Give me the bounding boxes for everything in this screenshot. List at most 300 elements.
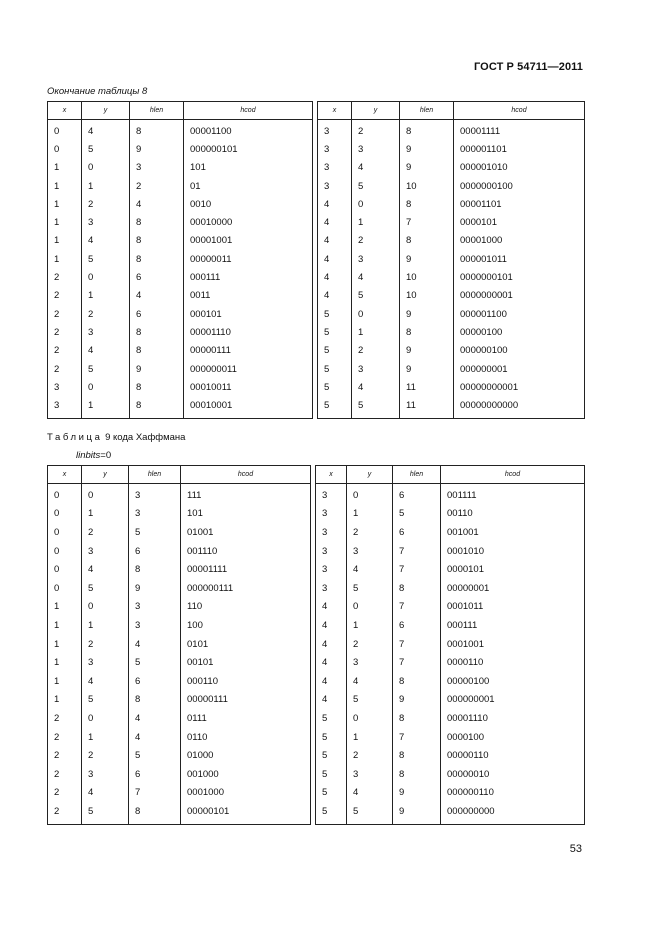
cell-hlen: 9: [129, 579, 181, 598]
cell-hcod: 00001001: [184, 232, 313, 250]
cell-y: 5: [352, 287, 400, 305]
cell-hcod: 0001001: [441, 635, 585, 654]
cell-hcod: 00000110: [441, 746, 585, 765]
cell-x: 2: [48, 765, 82, 784]
cell-x: 1: [48, 250, 82, 268]
cell-hlen: 8: [130, 250, 184, 268]
cell-y: 1: [82, 505, 129, 524]
cell-hlen: 9: [130, 360, 184, 378]
cell-hlen: 8: [400, 195, 454, 213]
cell-hcod: 00001110: [441, 709, 585, 728]
cell-x: 0: [48, 505, 82, 524]
cell-x: 2: [48, 709, 82, 728]
cell-x: 1: [48, 232, 82, 250]
cell-hlen: 6: [130, 268, 184, 286]
linbits-note: [76, 450, 111, 461]
cell-hlen: 6: [393, 523, 441, 542]
cell-y: 2: [82, 635, 129, 654]
cell-y: 3: [347, 653, 393, 672]
cell-hcod: 111: [181, 484, 311, 505]
cell-hlen: 9: [400, 342, 454, 360]
cell-y: 2: [352, 232, 400, 250]
cell-hlen: 3: [129, 505, 181, 524]
cell-y: 0: [347, 598, 393, 617]
cell-y: 1: [82, 396, 130, 418]
cell-hlen: 8: [400, 323, 454, 341]
cell-x: 1: [48, 672, 82, 691]
cell-hlen: 8: [129, 560, 181, 579]
cell-x: 4: [316, 616, 347, 635]
cell-hcod: 00000011: [184, 250, 313, 268]
cell-hlen: 6: [129, 672, 181, 691]
cell-y: 2: [352, 120, 400, 141]
cell-x: 3: [48, 396, 82, 418]
cell-hcod: 00010001: [184, 396, 313, 418]
cell-y: 2: [82, 305, 130, 323]
cell-hlen: 9: [400, 360, 454, 378]
table-row: [48, 323, 585, 341]
cell-hcod: 0001010: [441, 542, 585, 561]
cell-hlen: 8: [393, 579, 441, 598]
table-row: [48, 195, 585, 213]
cell-x: 4: [318, 213, 352, 231]
cell-hcod: 0001000: [181, 784, 311, 803]
cell-hcod: 000000000: [441, 802, 585, 824]
linbits-label: linbits: [76, 450, 101, 461]
cell-y: 4: [82, 672, 129, 691]
cell-hcod: 00000000001: [454, 378, 585, 396]
cell-hcod: 00000010: [441, 765, 585, 784]
cell-hcod: 00000100: [454, 323, 585, 341]
cell-hlen: 3: [129, 598, 181, 617]
cell-x: 1: [48, 177, 82, 195]
cell-hlen: 10: [400, 177, 454, 195]
cell-hlen: 7: [393, 598, 441, 617]
table-row: [48, 784, 585, 803]
cell-y: 3: [347, 765, 393, 784]
cell-hlen: 8: [393, 709, 441, 728]
cell-hcod: 000001010: [454, 159, 585, 177]
cell-y: 5: [82, 250, 130, 268]
cell-hcod: 000001011: [454, 250, 585, 268]
cell-hcod: 00000000000: [454, 396, 585, 418]
table-row: [48, 396, 585, 418]
cell-hlen: 8: [130, 213, 184, 231]
table-row: [48, 268, 585, 286]
cell-y: 2: [82, 195, 130, 213]
cell-y: 4: [82, 232, 130, 250]
cell-x: 2: [48, 342, 82, 360]
cell-hlen: 10: [400, 268, 454, 286]
cell-hlen: 8: [130, 378, 184, 396]
cell-hcod: 001110: [181, 542, 311, 561]
huffman-table-9: [47, 465, 585, 825]
cell-hcod: 0011: [184, 287, 313, 305]
cell-y: 4: [82, 120, 130, 141]
cell-y: 3: [347, 542, 393, 561]
cell-y: 3: [352, 360, 400, 378]
cell-x: 3: [316, 523, 347, 542]
cell-hcod: 0000101: [441, 560, 585, 579]
cell-x: 4: [318, 250, 352, 268]
cell-hcod: 00001101: [454, 195, 585, 213]
table-row: [48, 598, 585, 617]
cell-hlen: 6: [129, 765, 181, 784]
cell-hlen: 9: [130, 140, 184, 158]
cell-x: 1: [48, 159, 82, 177]
cell-y: 0: [352, 195, 400, 213]
cell-y: 3: [352, 140, 400, 158]
cell-hlen: 7: [129, 784, 181, 803]
table-row: [48, 728, 585, 747]
column-header-hcod: hcod: [441, 466, 585, 484]
cell-hlen: 5: [129, 653, 181, 672]
cell-hlen: 3: [129, 484, 181, 505]
cell-x: 5: [318, 360, 352, 378]
cell-y: 4: [352, 159, 400, 177]
cell-x: 5: [316, 765, 347, 784]
cell-x: 3: [318, 120, 352, 141]
cell-hlen: 8: [130, 232, 184, 250]
column-header-x: x: [318, 102, 352, 120]
huffman-table-8: [47, 101, 585, 419]
cell-y: 3: [82, 213, 130, 231]
cell-hlen: 5: [129, 523, 181, 542]
cell-x: 5: [316, 784, 347, 803]
table-row: [48, 360, 585, 378]
table9-caption-label: Таблица: [47, 432, 103, 443]
cell-hlen: 11: [400, 396, 454, 418]
column-header-hlen: hlen: [400, 102, 454, 120]
column-header-y: y: [82, 466, 129, 484]
cell-x: 1: [48, 616, 82, 635]
cell-x: 3: [318, 159, 352, 177]
cell-y: 0: [352, 305, 400, 323]
cell-y: 0: [82, 484, 129, 505]
cell-x: 0: [48, 484, 82, 505]
cell-y: 1: [352, 213, 400, 231]
cell-hcod: 000000110: [441, 784, 585, 803]
cell-y: 4: [82, 784, 129, 803]
table-row: [48, 140, 585, 158]
cell-x: 5: [316, 709, 347, 728]
table9-caption: [47, 432, 185, 443]
table-row: [48, 672, 585, 691]
cell-y: 4: [352, 378, 400, 396]
cell-y: 5: [347, 579, 393, 598]
table9-caption-title: 9 кода Хаффмана: [102, 432, 186, 443]
cell-hcod: 00000101: [181, 802, 311, 824]
cell-hcod: 0111: [181, 709, 311, 728]
table-row: [48, 653, 585, 672]
cell-hcod: 00000111: [181, 691, 311, 710]
cell-x: 2: [48, 784, 82, 803]
table-row: [48, 120, 585, 141]
cell-hlen: 9: [400, 250, 454, 268]
table-row: [48, 691, 585, 710]
table-row: [48, 709, 585, 728]
cell-y: 0: [82, 598, 129, 617]
cell-x: 0: [48, 523, 82, 542]
cell-x: 2: [48, 268, 82, 286]
cell-hcod: 0000000001: [454, 287, 585, 305]
cell-x: 2: [48, 746, 82, 765]
cell-hlen: 7: [393, 560, 441, 579]
cell-hcod: 001000: [181, 765, 311, 784]
cell-x: 5: [318, 378, 352, 396]
document-standard-id: ГОСТ Р 54711—2011: [473, 61, 583, 73]
table-row: [48, 232, 585, 250]
cell-hlen: 7: [393, 635, 441, 654]
cell-hlen: 2: [130, 177, 184, 195]
cell-hcod: 000110: [181, 672, 311, 691]
page-number: 53: [569, 843, 582, 855]
cell-x: 1: [48, 598, 82, 617]
cell-y: 5: [352, 177, 400, 195]
cell-hlen: 4: [129, 635, 181, 654]
table-row: [48, 635, 585, 654]
table-header-row: [48, 102, 585, 120]
cell-x: 2: [48, 728, 82, 747]
table-row: [48, 287, 585, 305]
cell-hlen: 5: [393, 505, 441, 524]
cell-hlen: 8: [129, 691, 181, 710]
cell-hcod: 0010: [184, 195, 313, 213]
cell-hcod: 001001: [441, 523, 585, 542]
cell-x: 5: [318, 396, 352, 418]
column-header-y: y: [82, 102, 130, 120]
cell-hlen: 7: [393, 653, 441, 672]
column-header-x: x: [316, 466, 347, 484]
column-header-hlen: hlen: [129, 466, 181, 484]
cell-x: 5: [316, 802, 347, 824]
cell-hlen: 8: [130, 342, 184, 360]
cell-hlen: 9: [393, 784, 441, 803]
cell-x: 3: [316, 579, 347, 598]
cell-hlen: 9: [400, 305, 454, 323]
cell-y: 2: [82, 523, 129, 542]
cell-y: 4: [352, 268, 400, 286]
cell-x: 2: [48, 305, 82, 323]
cell-hcod: 0000100: [441, 728, 585, 747]
cell-hlen: 7: [393, 542, 441, 561]
cell-hcod: 000001100: [454, 305, 585, 323]
cell-y: 4: [347, 560, 393, 579]
cell-hlen: 8: [130, 120, 184, 141]
cell-y: 3: [352, 250, 400, 268]
cell-hlen: 6: [393, 616, 441, 635]
cell-x: 2: [48, 360, 82, 378]
cell-hlen: 9: [393, 691, 441, 710]
column-header-y: y: [347, 466, 393, 484]
column-header-x: x: [48, 466, 82, 484]
cell-hlen: 10: [400, 287, 454, 305]
column-header-hlen: hlen: [130, 102, 184, 120]
column-header-hcod: hcod: [454, 102, 585, 120]
cell-x: 1: [48, 635, 82, 654]
cell-hcod: 01: [184, 177, 313, 195]
cell-hcod: 101: [181, 505, 311, 524]
cell-x: 0: [48, 120, 82, 141]
cell-hlen: 8: [400, 232, 454, 250]
cell-x: 4: [316, 598, 347, 617]
cell-x: 4: [316, 653, 347, 672]
cell-y: 1: [82, 287, 130, 305]
cell-y: 1: [347, 505, 393, 524]
cell-hlen: 8: [393, 746, 441, 765]
cell-hcod: 00001100: [184, 120, 313, 141]
cell-hcod: 000000100: [454, 342, 585, 360]
cell-y: 5: [352, 396, 400, 418]
cell-y: 4: [82, 560, 129, 579]
cell-hlen: 4: [130, 195, 184, 213]
cell-hlen: 9: [393, 802, 441, 824]
cell-y: 0: [347, 484, 393, 505]
cell-hcod: 000000111: [181, 579, 311, 598]
cell-x: 5: [318, 305, 352, 323]
table8-caption: Окончание таблицы 8: [47, 86, 148, 97]
cell-hcod: 0000000100: [454, 177, 585, 195]
table-row: [48, 542, 585, 561]
table-row: [48, 802, 585, 824]
cell-y: 3: [82, 765, 129, 784]
cell-y: 2: [347, 746, 393, 765]
cell-x: 4: [318, 195, 352, 213]
column-header-hlen: hlen: [393, 466, 441, 484]
cell-y: 1: [347, 616, 393, 635]
cell-x: 4: [316, 635, 347, 654]
cell-hcod: 00000100: [441, 672, 585, 691]
cell-x: 0: [48, 560, 82, 579]
table-row: [48, 616, 585, 635]
cell-hlen: 9: [400, 140, 454, 158]
table-row: [48, 177, 585, 195]
cell-x: 1: [48, 195, 82, 213]
column-header-x: x: [48, 102, 82, 120]
cell-hcod: 00001000: [454, 232, 585, 250]
cell-hcod: 0110: [181, 728, 311, 747]
cell-x: 3: [316, 560, 347, 579]
cell-y: 0: [82, 378, 130, 396]
cell-x: 1: [48, 691, 82, 710]
cell-hlen: 3: [129, 616, 181, 635]
cell-y: 5: [82, 360, 130, 378]
cell-x: 0: [48, 140, 82, 158]
cell-hlen: 5: [129, 746, 181, 765]
cell-hlen: 6: [130, 305, 184, 323]
cell-hlen: 3: [130, 159, 184, 177]
cell-y: 0: [347, 709, 393, 728]
cell-hlen: 7: [393, 728, 441, 747]
cell-y: 2: [347, 523, 393, 542]
cell-hcod: 0000101: [454, 213, 585, 231]
cell-x: 2: [48, 802, 82, 824]
cell-x: 3: [316, 505, 347, 524]
table-row: [48, 305, 585, 323]
cell-hcod: 100: [181, 616, 311, 635]
table-row: [48, 765, 585, 784]
cell-y: 1: [82, 616, 129, 635]
cell-y: 5: [347, 802, 393, 824]
table-row: [48, 484, 585, 505]
cell-hcod: 000000001: [441, 691, 585, 710]
cell-hcod: 00110: [441, 505, 585, 524]
cell-hlen: 8: [393, 765, 441, 784]
cell-x: 2: [48, 287, 82, 305]
cell-hcod: 0000000101: [454, 268, 585, 286]
table-row: [48, 159, 585, 177]
cell-hcod: 00001111: [181, 560, 311, 579]
cell-hcod: 00001110: [184, 323, 313, 341]
cell-hlen: 8: [130, 323, 184, 341]
cell-hcod: 000000011: [184, 360, 313, 378]
cell-y: 5: [82, 802, 129, 824]
cell-x: 4: [318, 287, 352, 305]
cell-x: 4: [318, 268, 352, 286]
cell-hcod: 00101: [181, 653, 311, 672]
cell-hcod: 00000111: [184, 342, 313, 360]
cell-y: 2: [82, 746, 129, 765]
cell-x: 2: [48, 323, 82, 341]
cell-x: 5: [316, 746, 347, 765]
table-row: [48, 746, 585, 765]
table-row: [48, 213, 585, 231]
cell-y: 5: [82, 691, 129, 710]
cell-hlen: 8: [130, 396, 184, 418]
cell-hcod: 0101: [181, 635, 311, 654]
table-row: [48, 342, 585, 360]
cell-hcod: 0000110: [441, 653, 585, 672]
cell-x: 4: [316, 672, 347, 691]
cell-hcod: 000101: [184, 305, 313, 323]
cell-hcod: 01001: [181, 523, 311, 542]
cell-hlen: 8: [129, 802, 181, 824]
cell-y: 1: [82, 728, 129, 747]
cell-y: 2: [352, 342, 400, 360]
cell-hlen: 11: [400, 378, 454, 396]
cell-hcod: 000000101: [184, 140, 313, 158]
cell-y: 0: [82, 268, 130, 286]
cell-y: 4: [82, 342, 130, 360]
cell-hlen: 6: [129, 542, 181, 561]
table-row: [48, 579, 585, 598]
cell-hcod: 001111: [441, 484, 585, 505]
cell-y: 1: [352, 323, 400, 341]
column-header-hcod: hcod: [181, 466, 311, 484]
cell-x: 5: [316, 728, 347, 747]
cell-x: 3: [316, 542, 347, 561]
cell-x: 4: [316, 691, 347, 710]
cell-x: 1: [48, 213, 82, 231]
cell-hlen: 6: [393, 484, 441, 505]
cell-y: 5: [82, 579, 129, 598]
cell-hcod: 00010000: [184, 213, 313, 231]
cell-hcod: 0001011: [441, 598, 585, 617]
cell-hlen: 8: [393, 672, 441, 691]
cell-y: 3: [82, 323, 130, 341]
cell-hcod: 01000: [181, 746, 311, 765]
cell-y: 1: [347, 728, 393, 747]
column-header-y: y: [352, 102, 400, 120]
cell-y: 3: [82, 542, 129, 561]
linbits-value: =0: [100, 450, 112, 461]
cell-x: 5: [318, 342, 352, 360]
cell-hcod: 110: [181, 598, 311, 617]
table-header-row: [48, 466, 585, 484]
table-row: [48, 250, 585, 268]
cell-hlen: 4: [129, 709, 181, 728]
table-row: [48, 378, 585, 396]
